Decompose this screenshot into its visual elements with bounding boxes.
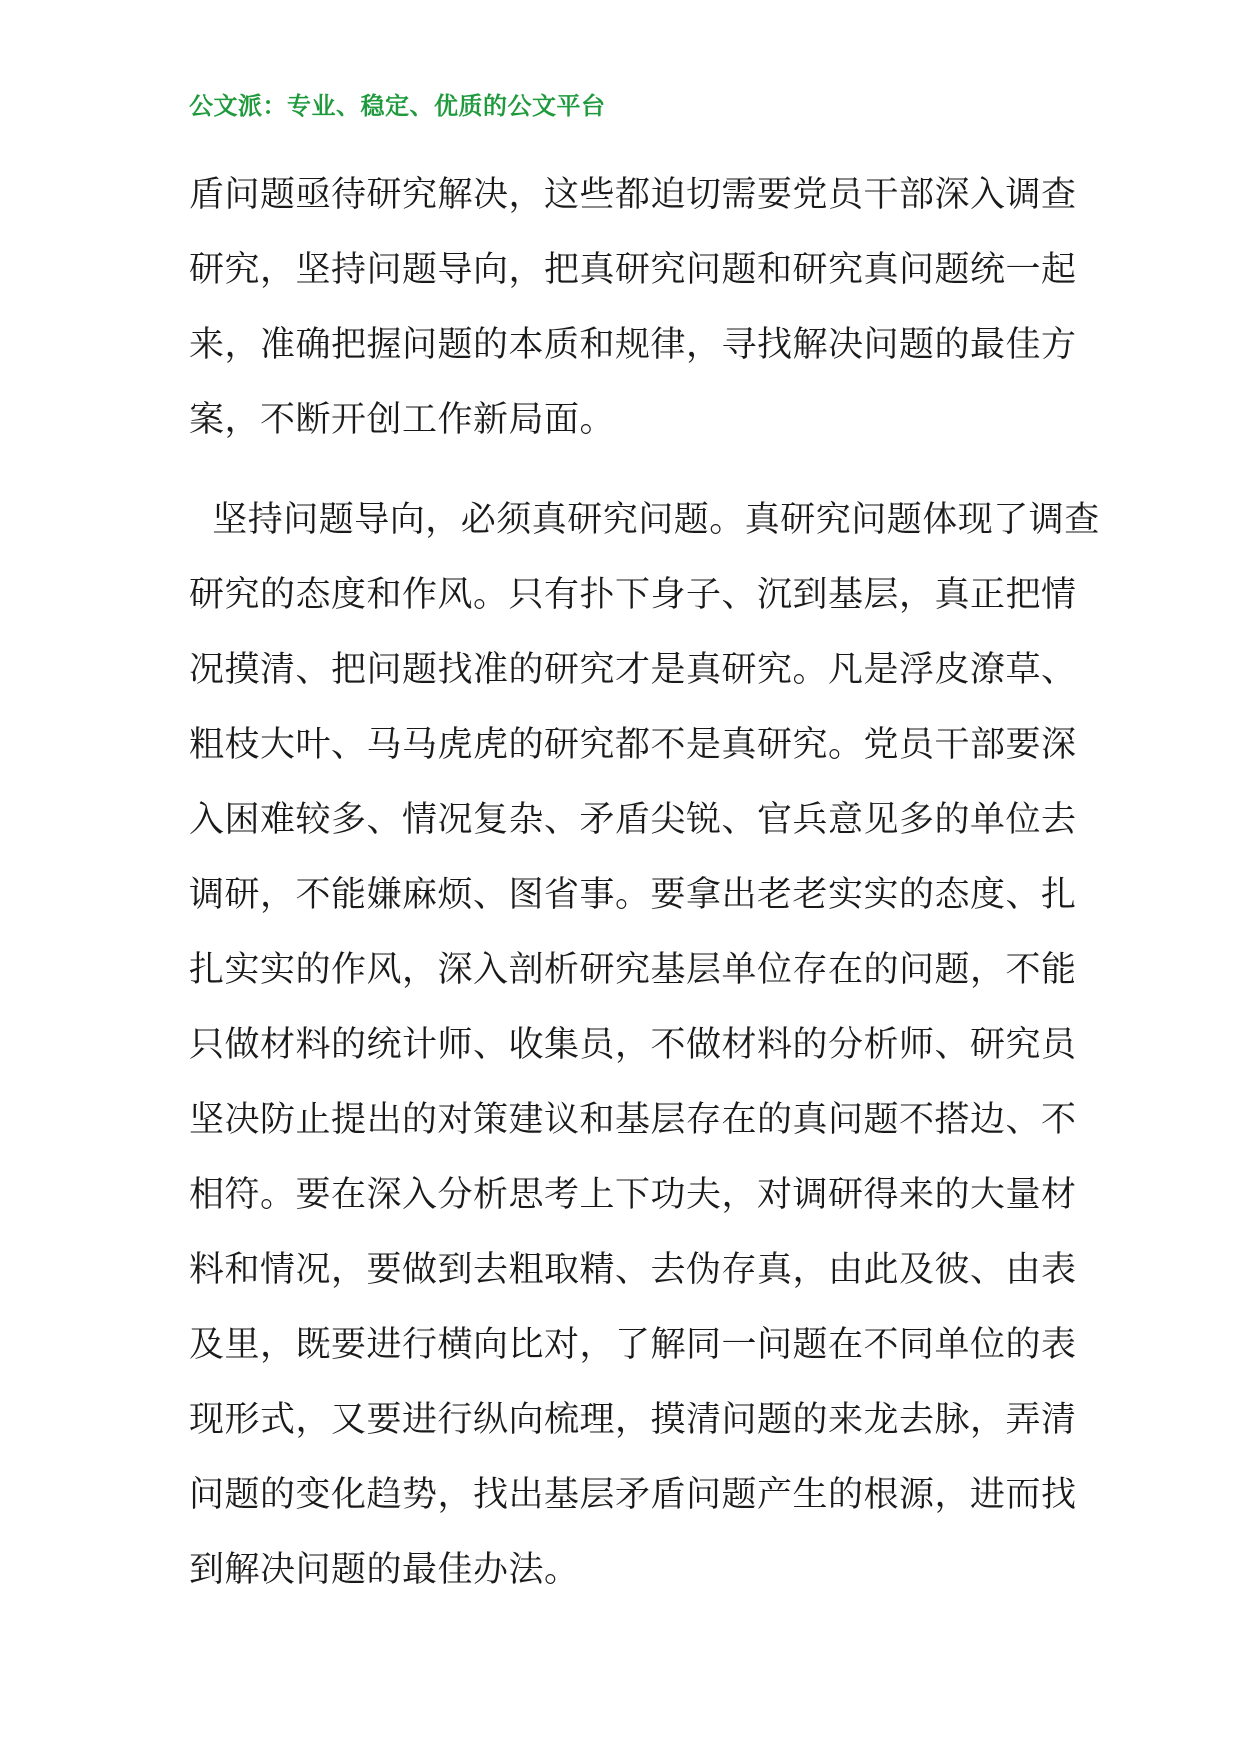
text-line: 现形式，又要进行纵向梳理，摸清问题的来龙去脉，弄清	[189, 1400, 1077, 1440]
text-line: 况摸清、把问题找准的研究才是真研究。凡是浮皮潦草、	[189, 650, 1077, 690]
text-line: 盾问题亟待研究解决，这些都迫切需要党员干部深入调查	[189, 175, 1077, 215]
text-line: 案，不断开创工作新局面。	[189, 400, 616, 440]
text-line: 粗枝大叶、马马虎虎的研究都不是真研究。党员干部要深	[189, 725, 1077, 765]
paragraph-1	[189, 158, 1077, 458]
text-line: 问题的变化趋势，找出基层矛盾问题产生的根源，进而找	[189, 1475, 1077, 1515]
text-line: 及里，既要进行横向比对，了解同一问题在不同单位的表	[189, 1325, 1077, 1365]
text-line: 来，准确把握问题的本质和规律，寻找解决问题的最佳方	[189, 325, 1077, 365]
header-title: 公文派：专业、稳定、优质的公文平台	[189, 92, 606, 120]
text-line: 到解决问题的最佳办法。	[189, 1550, 580, 1590]
text-line: 扎实实的作风，深入剖析研究基层单位存在的问题，不能	[189, 950, 1077, 990]
text-line: 研究，坚持问题导向，把真研究问题和研究真问题统一起	[189, 250, 1077, 290]
text-line: 相符。要在深入分析思考上下功夫，对调研得来的大量材	[189, 1175, 1077, 1215]
text-line: 料和情况，要做到去粗取精、去伪存真，由此及彼、由表	[189, 1250, 1077, 1290]
text-line: 坚持问题导向，必须真研究问题。真研究问题体现了调查	[189, 500, 1100, 540]
text-line: 只做材料的统计师、收集员，不做材料的分析师、研究员	[189, 1025, 1077, 1065]
text-line: 坚决防止提出的对策建议和基层存在的真问题不搭边、不	[189, 1100, 1077, 1140]
text-line: 入困难较多、情况复杂、矛盾尖锐、官兵意见多的单位去	[189, 800, 1077, 840]
paragraph-2	[189, 483, 1100, 1608]
text-line: 研究的态度和作风。只有扑下身子、沉到基层，真正把情	[189, 575, 1077, 615]
text-line: 调研，不能嫌麻烦、图省事。要拿出老老实实的态度、扎	[189, 875, 1077, 915]
